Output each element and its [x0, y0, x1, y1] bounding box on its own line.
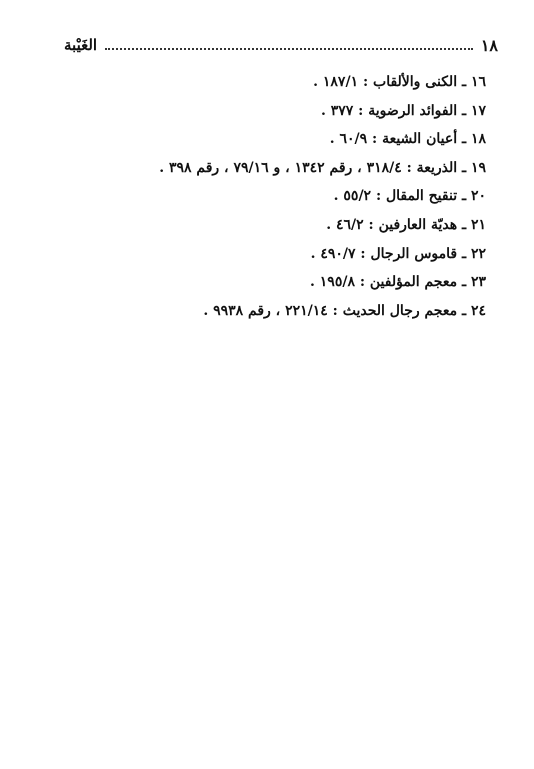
reference-item-16: ١٦ ـ الكنى والألقاب : ١٨٧/١ .: [313, 74, 486, 90]
reference-item-20: ٢٠ ـ تنقيح المقال : ٥٥/٢ .: [333, 188, 486, 205]
reference-item-21: ٢١ ـ هديّة العارفين : ٤٦/٢ .: [326, 216, 486, 233]
reference-item-17: ١٧ ـ الفوائد الرضوية : ٣٧٧ .: [320, 102, 486, 119]
reference-item-18: ١٨ ـ أعيان الشيعة : ٦٠/٩ .: [329, 131, 486, 148]
running-header: [64, 34, 498, 56]
reference-item-22: ٢٢ ـ قاموس الرجال : ٤٩٠/٧ .: [310, 245, 486, 262]
book-title: الغَيْبة: [64, 36, 98, 54]
reference-list: [86, 68, 486, 325]
page-number: ١٨: [480, 35, 498, 55]
reference-item-19: ١٩ ـ الذريعة : ٣١٨/٤ ، رقم ١٣٤٢ ، و ٧٩/١٦ ، رقم ٣٩٨ .: [159, 159, 486, 176]
reference-item-23: ٢٣ ـ معجم المؤلفين : ١٩٥/٨ .: [310, 274, 486, 291]
dotted-leader: [105, 48, 473, 50]
reference-item-24: ٢٤ ـ معجم رجال الحديث : ٢٢١/١٤ ، رقم ٩٩٣٨ .: [203, 302, 486, 319]
